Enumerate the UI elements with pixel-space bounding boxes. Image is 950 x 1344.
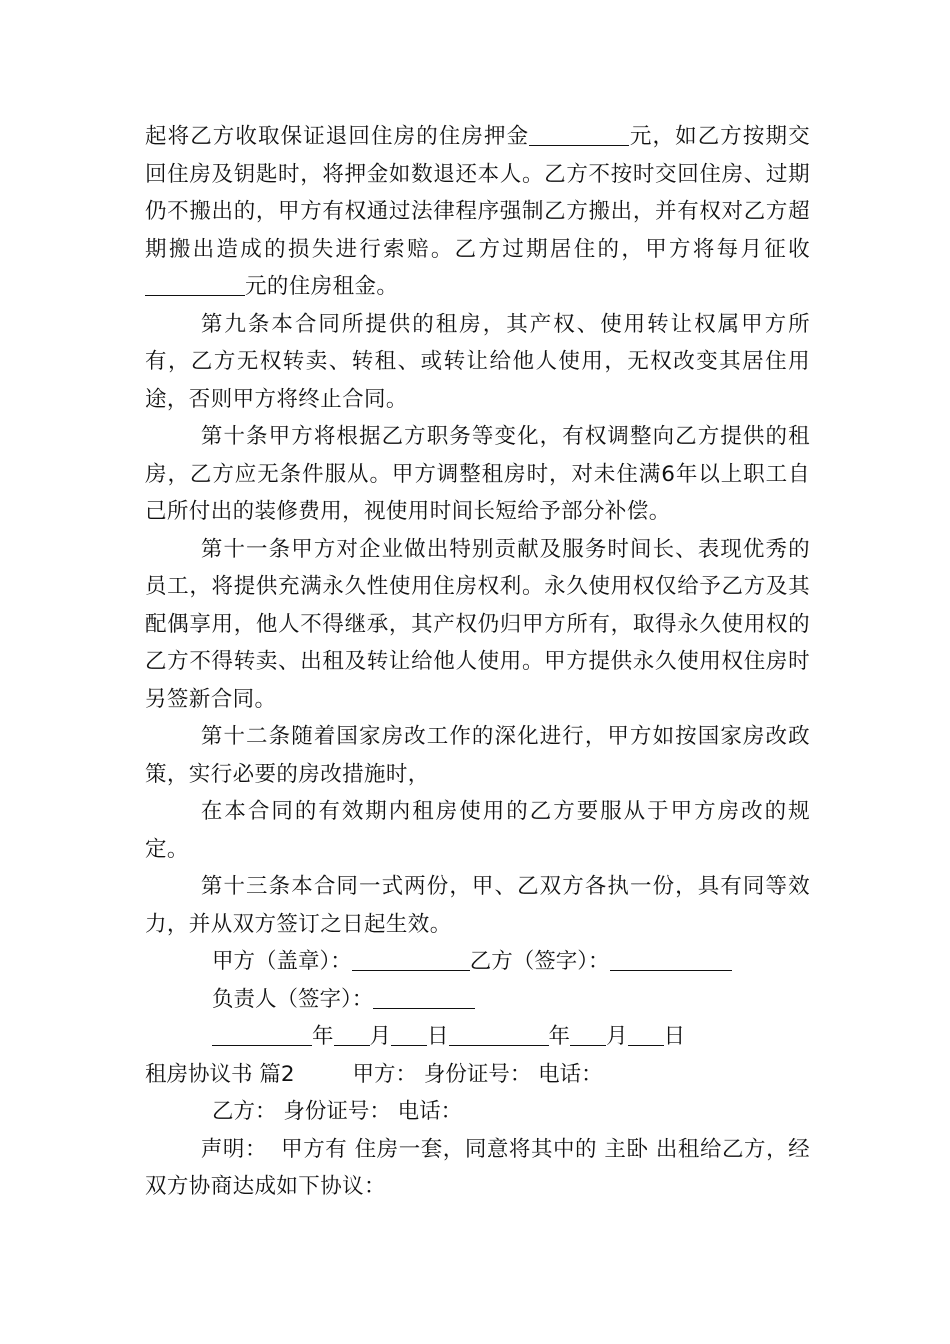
blank-field-month-b <box>570 1023 606 1046</box>
statement-text: 甲方有 住房一套，同意将其中的 主卧 出租给乙方，经双方协商达成如下协议： <box>145 1136 811 1199</box>
year-label: 年 <box>312 1024 334 1049</box>
month-label: 月 <box>369 1024 392 1049</box>
article-13: 第十三条本合同一式两份，甲、乙双方各执一份，具有同等效力，并从双方签订之日起生效。 <box>145 874 810 937</box>
blank-field-responsible-sign <box>373 986 475 1009</box>
paragraph-deposit-return <box>145 118 810 306</box>
statement-label: 声明： <box>200 1136 268 1162</box>
responsible-sign-label: 负责人（签字）： <box>212 986 374 1012</box>
blank-field-day-a <box>391 1023 427 1046</box>
year-label: 年 <box>548 1024 571 1049</box>
blank-field-day-b <box>628 1023 664 1046</box>
month-label: 月 <box>606 1024 628 1049</box>
text-segment: 起将乙方收取保证退回住房的住房押金 <box>145 124 530 149</box>
section-2-party-a-line: 甲方： 身份证号： 电话： <box>352 1061 603 1087</box>
section-2-statement <box>145 1131 810 1206</box>
text-segment: 元，如乙方按期交回住房及钥匙时，将押金如数退还本人。乙方不按时交回住房、过期仍不搬出的，甲方有权通过法律程序强制乙方搬出，并有权对乙方超期搬出造成的损失进行索赔。乙方过期居住的，甲方将每月征收 <box>145 124 810 262</box>
document-body <box>145 118 810 1206</box>
section-2-party-b-line: 乙方： 身份证号： 电话： <box>212 1099 463 1124</box>
blank-field-month-a <box>334 1023 370 1046</box>
signature-responsible-line <box>145 981 810 1019</box>
section-2-header-line <box>145 1056 810 1094</box>
text-segment: 元的住房租金。 <box>245 274 399 299</box>
signature-date-line <box>145 1018 810 1056</box>
blank-field-deposit <box>529 123 629 146</box>
article-11: 第十一条甲方对企业做出特别贡献及服务时间长、表现优秀的员工，将提供充满永久性使用住房权利。永久使用权仅给予乙方及其配偶享用，他人不得继承，其产权仍归甲方所有，取得永久使用权的乙方不得转卖、出租及转让给他人使用。甲方提供永久使用权住房时另签新合同。 <box>145 536 810 712</box>
article-12-continued: 在本合同的有效期内租房使用的乙方要服从于甲方房改的规定。 <box>145 799 810 862</box>
party-a-seal-label: 甲方（盖章）： <box>212 949 352 974</box>
blank-field-party-a-seal <box>352 948 470 971</box>
day-label: 日 <box>663 1024 686 1049</box>
signature-parties-line <box>145 943 810 981</box>
section-2-title: 租房协议书 篇2 <box>145 1061 295 1087</box>
article-12: 第十二条随着国家房改工作的深化进行，甲方如按国家房改政策，实行必要的房改措施时， <box>145 724 810 787</box>
article-10: 第十条甲方将根据乙方职务等变化，有权调整向乙方提供的租房，乙方应无条件服从。甲方调整租房时，对未住满6年以上职工自己所付出的装修费用，视使用时间长短给予部分补偿。 <box>145 424 810 524</box>
blank-field-year-a <box>212 1023 312 1046</box>
blank-field-party-b-sign <box>610 948 732 971</box>
day-label: 日 <box>427 1024 449 1049</box>
blank-field-rent <box>145 273 245 296</box>
blank-field-year-b <box>449 1023 549 1046</box>
party-b-sign-label: 乙方（签字）： <box>469 949 610 974</box>
article-9: 第九条本合同所提供的租房，其产权、使用转让权属甲方所有，乙方无权转卖、转租、或转让给他人使用，无权改变其居住用途，否则甲方将终止合同。 <box>145 311 810 412</box>
